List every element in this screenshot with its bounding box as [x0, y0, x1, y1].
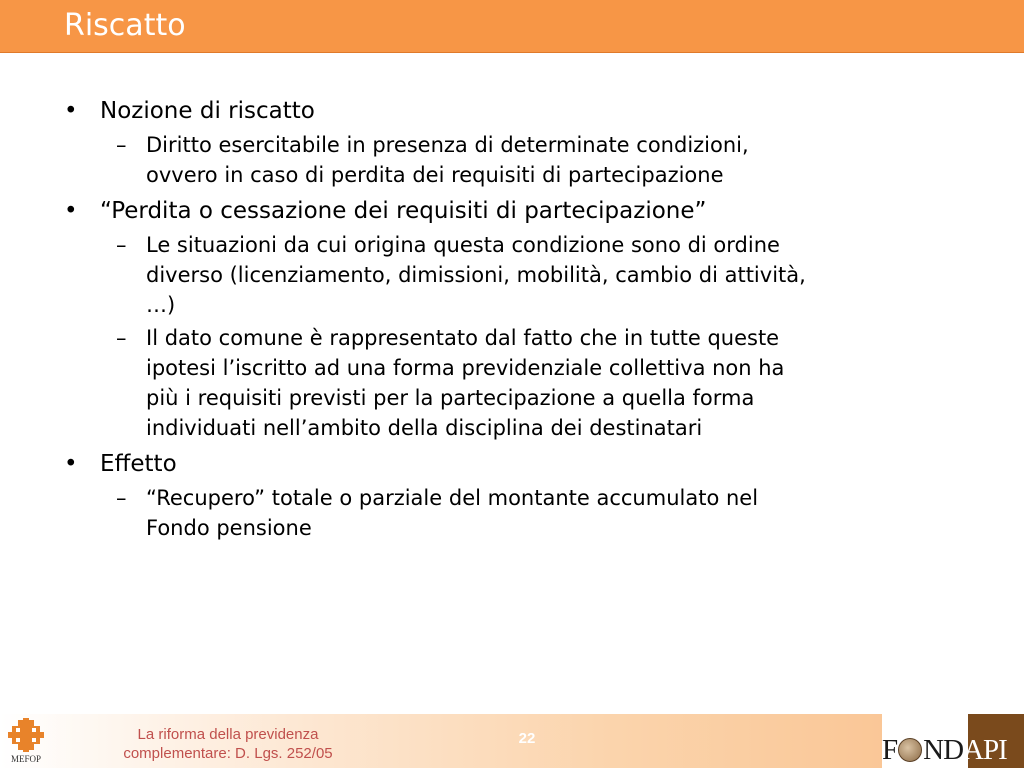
sub-bullet-line: Fondo pensione	[146, 516, 312, 540]
fondapi-logo-api: API	[963, 734, 1007, 766]
slide-title: Riscatto	[64, 8, 186, 43]
mefop-logo-text: MEFOP	[10, 754, 42, 764]
fondapi-logo-text	[882, 734, 1024, 766]
fondapi-logo-nd: ND	[923, 734, 964, 766]
bullet-text: Effetto	[100, 451, 177, 477]
bullet-text: Nozione di riscatto	[100, 98, 315, 124]
sub-bullet-line: più i requisiti previsti per la partecipazione a quella forma	[146, 386, 755, 410]
slide-content	[58, 90, 978, 543]
fondapi-logo	[882, 714, 1024, 768]
bullet-item	[58, 196, 978, 227]
footer-caption	[98, 725, 358, 763]
coin-icon	[898, 738, 922, 762]
sub-bullet-line: ovvero in caso di perdita dei requisiti di partecipazione	[146, 163, 724, 187]
sub-bullet-line: “Recupero” totale o parziale del montante accumulato nel	[146, 486, 759, 510]
sub-bullet-line: Diritto esercitabile in presenza di determinate condizioni,	[146, 133, 749, 157]
dash-icon: –	[116, 233, 127, 257]
sub-bullet-line: …)	[146, 293, 176, 317]
title-bar	[0, 0, 1024, 53]
sub-bullet-item	[58, 230, 978, 320]
fondapi-logo-f: F	[882, 734, 898, 766]
sub-bullet-item	[58, 130, 978, 190]
sub-bullet-item	[58, 323, 978, 443]
sub-bullet-line: Le situazioni da cui origina questa condizione sono di ordine	[146, 233, 780, 257]
bullet-icon: •	[64, 451, 78, 477]
bullet-icon: •	[64, 198, 78, 224]
mefop-logo-icon	[4, 718, 48, 766]
bullet-icon: •	[64, 98, 78, 124]
sub-bullet-item	[58, 483, 978, 543]
slide-footer	[0, 714, 1024, 768]
footer-line-2: complementare: D. Lgs. 252/05	[123, 745, 333, 762]
page-number: 22	[518, 730, 536, 747]
dash-icon: –	[116, 133, 127, 157]
dash-icon: –	[116, 486, 127, 510]
sub-bullet-line: individuati nell’ambito della disciplina dei destinatari	[146, 416, 703, 440]
bullet-text: “Perdita o cessazione dei requisiti di partecipazione”	[100, 198, 707, 224]
bullet-item	[58, 96, 978, 127]
sub-bullet-line: diverso (licenziamento, dimissioni, mobilità, cambio di attività,	[146, 263, 806, 287]
footer-line-1: La riforma della previdenza	[137, 726, 319, 743]
bullet-item	[58, 449, 978, 480]
sub-bullet-line: ipotesi l’iscritto ad una forma previdenziale collettiva non ha	[146, 356, 785, 380]
sub-bullet-line: Il dato comune è rappresentato dal fatto che in tutte queste	[146, 326, 780, 350]
dash-icon: –	[116, 326, 127, 350]
